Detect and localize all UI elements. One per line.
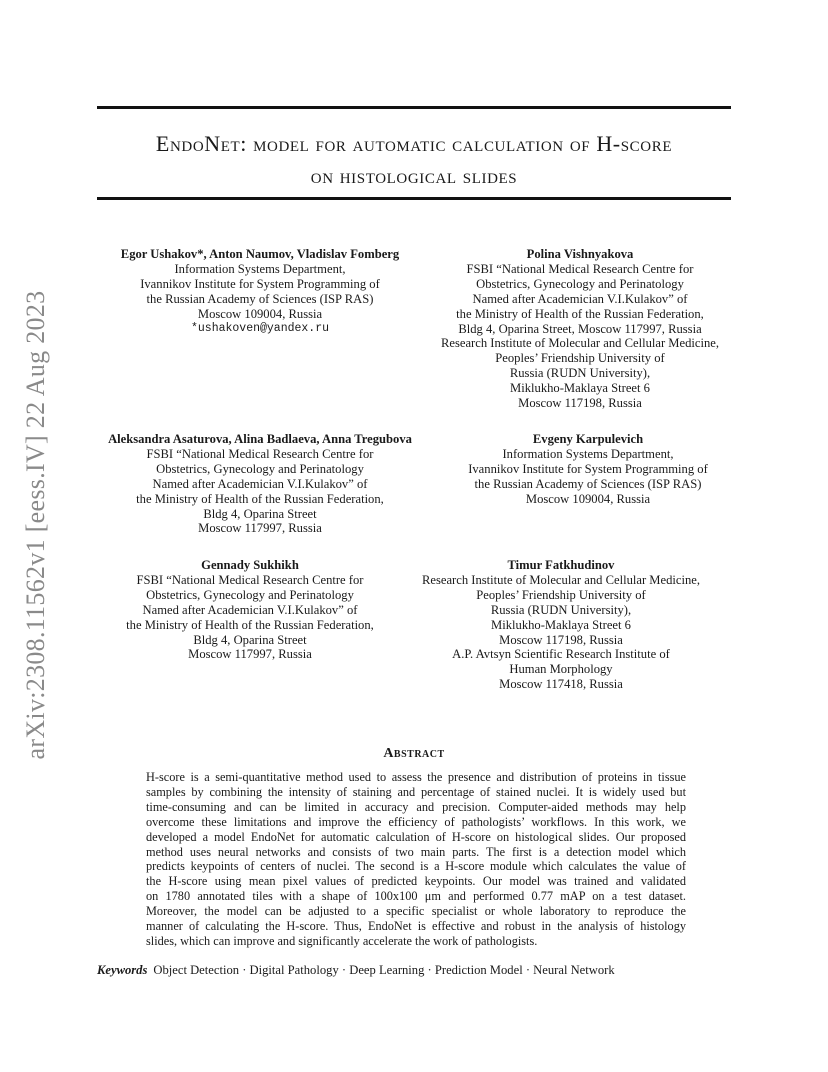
abstract-heading: Abstract xyxy=(383,746,445,761)
keywords-line xyxy=(97,962,737,978)
affiliation-line: Obstetrics, Gynecology and Perinatology xyxy=(156,461,364,476)
affiliation-line: Research Institute of Molecular and Cellular Medicine, xyxy=(440,336,719,351)
affiliation-line: Bldg 4, Oparina Street xyxy=(203,506,317,521)
arxiv-identifier xyxy=(16,280,56,770)
affiliation-line: Russia (RUDN University), xyxy=(509,366,651,381)
author-email: *ushakoven@yandex.ru xyxy=(190,321,330,335)
affiliation-line: Miklukho-Maklaya Street 6 xyxy=(491,617,631,632)
affiliation-line: Peoples’ Friendship University of xyxy=(495,351,665,366)
affiliation-line: Human Morphology xyxy=(509,662,613,677)
affiliation-line: the Ministry of Health of the Russian Federation, xyxy=(126,617,374,632)
affiliation-line: Moscow 109004, Russia xyxy=(525,491,651,506)
affiliation-line: Research Institute of Molecular and Cellular Medicine, xyxy=(421,572,700,587)
paper-title xyxy=(97,128,731,192)
affiliation-line: the Ministry of Health of the Russian Federation, xyxy=(456,306,704,321)
affiliation-line: FSBI “National Medical Research Centre for xyxy=(136,572,364,587)
abstract-line: method uses neural networks and consists of two main parts. The first is a detection model which xyxy=(146,844,686,859)
affiliation-line: Named after Academician V.I.Kulakov” of xyxy=(472,291,688,306)
affiliation-line: FSBI “National Medical Research Centre for xyxy=(466,261,694,276)
affiliation-line: Obstetrics, Gynecology and Perinatology xyxy=(146,587,354,602)
author-names: Polina Vishnyakova xyxy=(526,247,634,261)
affiliation-line: Named after Academician V.I.Kulakov” of xyxy=(142,602,358,617)
abstract-line: overcome these limitations and improve the efficiency of pathologists’ workflows. In this work, we xyxy=(146,814,686,829)
author-block xyxy=(418,432,758,507)
affiliation-line: Bldg 4, Oparina Street xyxy=(193,632,307,647)
affiliation-line: Ivannikov Institute for System Programming of xyxy=(468,461,708,476)
affiliation-line: the Russian Academy of Sciences (ISP RAS) xyxy=(474,476,702,491)
abstract-line: samples by combining the intensity of staining and percentage of stained nuclei. It is widely used but xyxy=(146,784,686,799)
author-block xyxy=(90,247,430,336)
abstract-line: predicts keypoints of centers of nuclei. The second is a H-score module which calculates the value of xyxy=(146,859,686,874)
affiliation-line: Moscow 117198, Russia xyxy=(499,632,623,647)
title-line-1: EndoNet: model for automatic calculation of H-score xyxy=(155,131,673,156)
author-block xyxy=(410,247,750,411)
abstract-line: slides, which can improve and significantly accelerate the work of pathologists. xyxy=(146,933,538,948)
affiliation-line: Bldg 4, Oparina Street, Moscow 117997, Russia xyxy=(458,321,702,336)
affiliation-line: Moscow 117997, Russia xyxy=(188,647,312,662)
abstract-line: developed a model EndoNet for automatic calculation of H-score on histological slides. Our proposed xyxy=(146,829,686,844)
affiliation-line: Russia (RUDN University), xyxy=(490,602,632,617)
title-bottom-rule xyxy=(97,197,731,200)
abstract-line: time-consuming and can be limited in accuracy and precision. Computer-aided methods may help xyxy=(146,799,686,814)
affiliation-line: Moscow 117198, Russia xyxy=(518,396,642,411)
title-line-2: on histological slides xyxy=(310,163,518,188)
affiliation-line: Named after Academician V.I.Kulakov” of xyxy=(152,476,368,491)
affiliation-line: the Russian Academy of Sciences (ISP RAS) xyxy=(146,291,374,306)
affiliation-line: FSBI “National Medical Research Centre for xyxy=(146,446,374,461)
affiliation-line: Peoples’ Friendship University of xyxy=(476,587,646,602)
author-block xyxy=(391,558,731,692)
affiliation-line: Obstetrics, Gynecology and Perinatology xyxy=(476,276,684,291)
affiliation-line: Moscow 117997, Russia xyxy=(198,521,322,536)
affiliation-line: Ivannikov Institute for System Programming of xyxy=(140,276,380,291)
abstract-line: H-score is a semi-quantitative method used to assess the presence and distribution of proteins in tissue xyxy=(146,770,686,784)
author-names: Aleksandra Asaturova, Alina Badlaeva, Anna Tregubova xyxy=(108,432,412,446)
abstract-line: manner of calculating the H-score. Thus, EndoNet is effective and robust in the analysis of histology xyxy=(146,919,686,934)
affiliation-line: Information Systems Department, xyxy=(502,446,674,461)
author-names: Gennady Sukhikh xyxy=(201,558,299,572)
affiliation-line: Moscow 109004, Russia xyxy=(197,306,323,321)
affiliation-line: the Ministry of Health of the Russian Federation, xyxy=(136,491,384,506)
author-block xyxy=(80,558,420,662)
author-names: Evgeny Karpulevich xyxy=(532,432,644,446)
arxiv-identifier-text: arXiv:2308.11562v1 [eess.IV] 22 Aug 2023 xyxy=(21,290,50,760)
abstract-line: Moreover, the model can be adjusted to a specific specialist or whole laboratory to reproduce the xyxy=(146,904,686,919)
affiliation-line: Moscow 117418, Russia xyxy=(499,677,623,692)
keywords-text: Object Detection · Digital Pathology · Deep Learning · Prediction Model · Neural Network xyxy=(153,963,615,977)
author-names: Timur Fatkhudinov xyxy=(507,558,615,572)
title-top-rule xyxy=(97,106,731,109)
affiliation-line: Miklukho-Maklaya Street 6 xyxy=(510,381,650,396)
abstract-body xyxy=(146,770,686,949)
keywords-label: Keywords xyxy=(97,963,148,977)
abstract-line: on 1780 annotated tiles with a shape of 100x100 μm and performed 0.77 mAP on a test dataset. xyxy=(146,889,686,904)
affiliation-line: A.P. Avtsyn Scientific Research Institute of xyxy=(452,647,670,662)
author-block xyxy=(90,432,430,536)
abstract-line: the H-score using mean pixel values of predicted keypoints. Our model was trained and validated xyxy=(146,874,686,889)
author-names: Egor Ushakov*, Anton Naumov, Vladislav Fomberg xyxy=(120,247,400,261)
affiliation-line: Information Systems Department, xyxy=(174,261,346,276)
